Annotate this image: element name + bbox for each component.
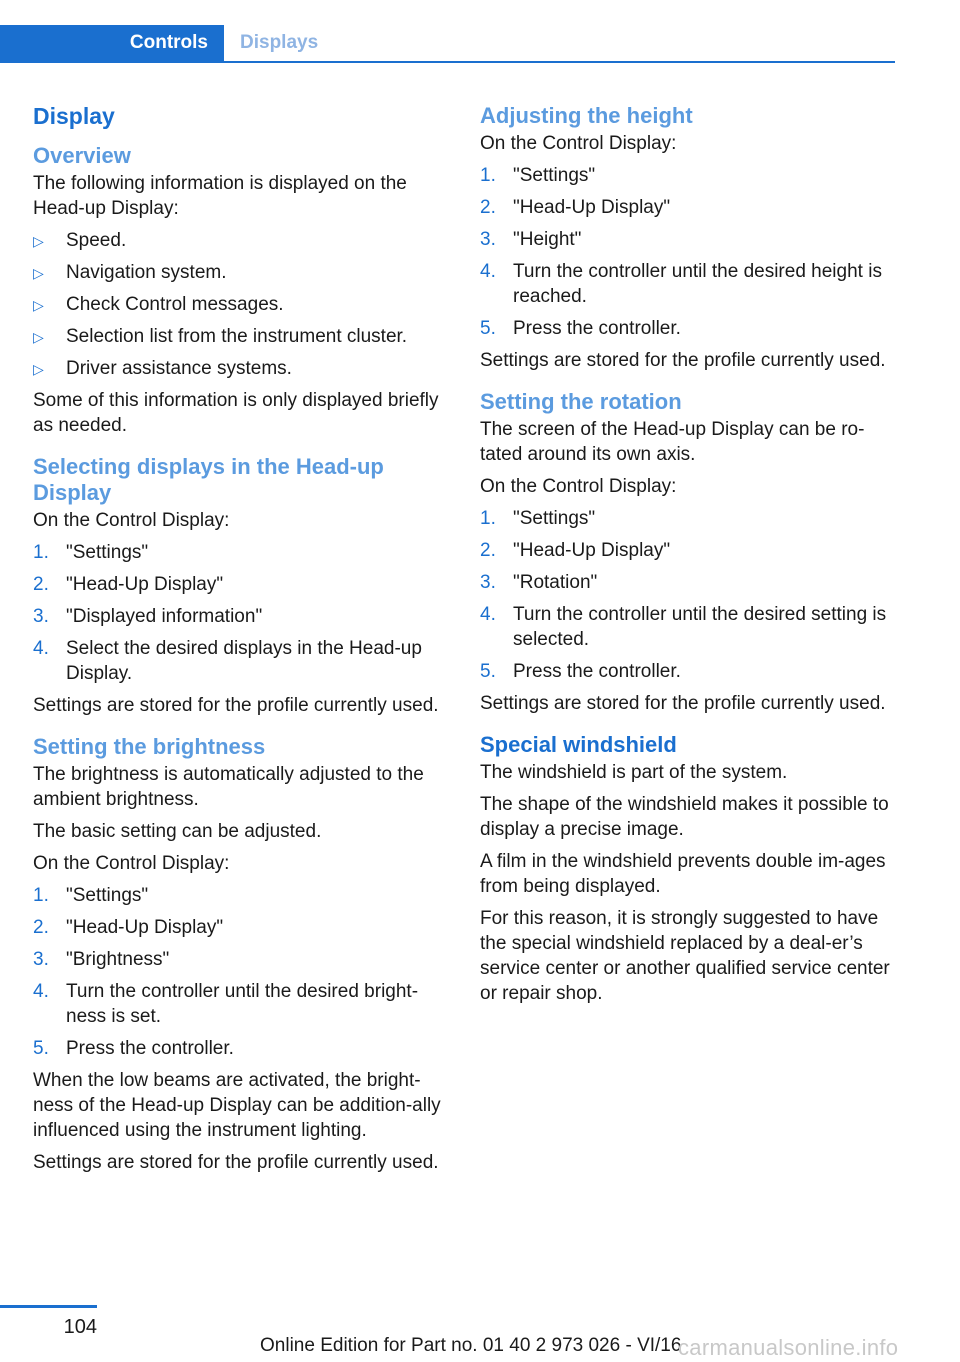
list-item: 1. "Settings"	[480, 508, 596, 529]
right-column	[480, 101, 898, 1022]
list-item: 4. Select the desired displays in the Head-up Display.	[33, 638, 422, 684]
list-item: 3. "Displayed information"	[33, 606, 263, 627]
windshield-p4: For this reason, it is strongly suggested to have the special windshield replaced by a deal-er’s service center or another qualified service center or repair shop.	[480, 908, 890, 1004]
overview-section	[33, 143, 448, 438]
list-item: 4. Turn the controller until the desired bright-ness is set.	[33, 981, 419, 1027]
height-intro: On the Control Display:	[480, 133, 677, 154]
list-item: 4. Turn the controller until the desired setting is selected.	[480, 604, 887, 650]
list-item: 5. Press the controller.	[33, 1038, 234, 1059]
selecting-intro: On the Control Display:	[33, 510, 230, 531]
section-title-display: Display	[33, 103, 115, 129]
triangle-bullet-icon: ▷	[33, 233, 44, 249]
list-item: 1. "Settings"	[33, 542, 149, 563]
triangle-bullet-icon: ▷	[33, 265, 44, 281]
list-item: ▷ Selection list from the instrument cluster.	[33, 324, 448, 349]
list-item: ▷ Navigation system.	[33, 260, 448, 285]
brightness-p1: The brightness is automatically adjusted to the ambient brightness.	[33, 764, 424, 810]
height-section	[480, 103, 898, 373]
overview-bullet-list	[33, 228, 448, 381]
windshield-p1: The windshield is part of the system.	[480, 762, 788, 783]
brightness-p3: On the Control Display:	[33, 853, 230, 874]
overview-intro: The following information is displayed on the Head-up Display:	[33, 173, 407, 219]
list-item: 5. Press the controller.	[480, 318, 681, 339]
tab-displays[interactable]: Displays	[240, 32, 319, 53]
brightness-p4: When the low beams are activated, the bright-ness of the Head-up Display can be addition-ally influenced using the instrument lighting.	[33, 1070, 441, 1141]
brightness-steps	[33, 883, 448, 1061]
watermark: carmanualsonline.info	[678, 1335, 899, 1360]
header-tab-bar	[0, 25, 895, 63]
height-heading: Adjusting the height	[480, 103, 693, 128]
rotation-p2: On the Control Display:	[480, 476, 677, 497]
edition-footer: Online Edition for Part no. 01 40 2 973 026 - VI/16	[260, 1335, 682, 1356]
list-item: ▷ Speed.	[33, 228, 448, 253]
windshield-p2: The shape of the windshield makes it possible to display a precise image.	[480, 794, 889, 840]
rotation-heading: Setting the rotation	[480, 389, 682, 414]
selecting-section	[33, 454, 448, 718]
list-item: ▷ Driver assistance systems.	[33, 356, 448, 381]
overview-heading: Overview	[33, 143, 131, 168]
list-item: 3. "Height"	[480, 229, 582, 250]
list-item: 3. "Brightness"	[33, 949, 170, 970]
page-number-rule	[0, 1305, 97, 1308]
page-number: 104	[63, 1316, 97, 1338]
list-item: 5. Press the controller.	[480, 661, 681, 682]
overview-note: Some of this information is only displayed briefly as needed.	[33, 390, 439, 436]
windshield-p3: A film in the windshield prevents double im-ages from being displayed.	[480, 851, 886, 897]
rotation-section	[480, 389, 898, 716]
rotation-note: Settings are stored for the profile currently used.	[480, 693, 886, 714]
windshield-heading: Special windshield	[480, 732, 677, 757]
brightness-p2: The basic setting can be adjusted.	[33, 821, 322, 842]
selecting-steps	[33, 540, 448, 686]
rotation-p1: The screen of the Head-up Display can be ro-tated around its own axis.	[480, 419, 865, 465]
list-item: 3. "Rotation"	[480, 572, 598, 593]
rotation-steps	[480, 506, 898, 684]
selecting-heading: Selecting displays in the Head-up Display	[33, 454, 384, 505]
selecting-note: Settings are stored for the profile currently used.	[33, 695, 439, 716]
triangle-bullet-icon: ▷	[33, 361, 44, 377]
list-item: 2. "Head-Up Display"	[480, 197, 671, 218]
triangle-bullet-icon: ▷	[33, 329, 44, 345]
brightness-p5: Settings are stored for the profile currently used.	[33, 1152, 439, 1173]
height-steps	[480, 163, 898, 341]
list-item: 4. Turn the controller until the desired height is reached.	[480, 261, 882, 307]
list-item: 2. "Head-Up Display"	[33, 574, 224, 595]
list-item: 1. "Settings"	[480, 165, 596, 186]
list-item: 1. "Settings"	[33, 885, 149, 906]
height-note: Settings are stored for the profile currently used.	[480, 350, 886, 371]
list-item: ▷ Check Control messages.	[33, 292, 448, 317]
windshield-section	[480, 732, 898, 1006]
list-item: 2. "Head-Up Display"	[480, 540, 671, 561]
left-column	[33, 101, 448, 1191]
brightness-section	[33, 734, 448, 1175]
triangle-bullet-icon: ▷	[33, 297, 44, 313]
tab-controls[interactable]: Controls	[0, 25, 224, 61]
brightness-heading: Setting the brightness	[33, 734, 266, 759]
list-item: 2. "Head-Up Display"	[33, 917, 224, 938]
